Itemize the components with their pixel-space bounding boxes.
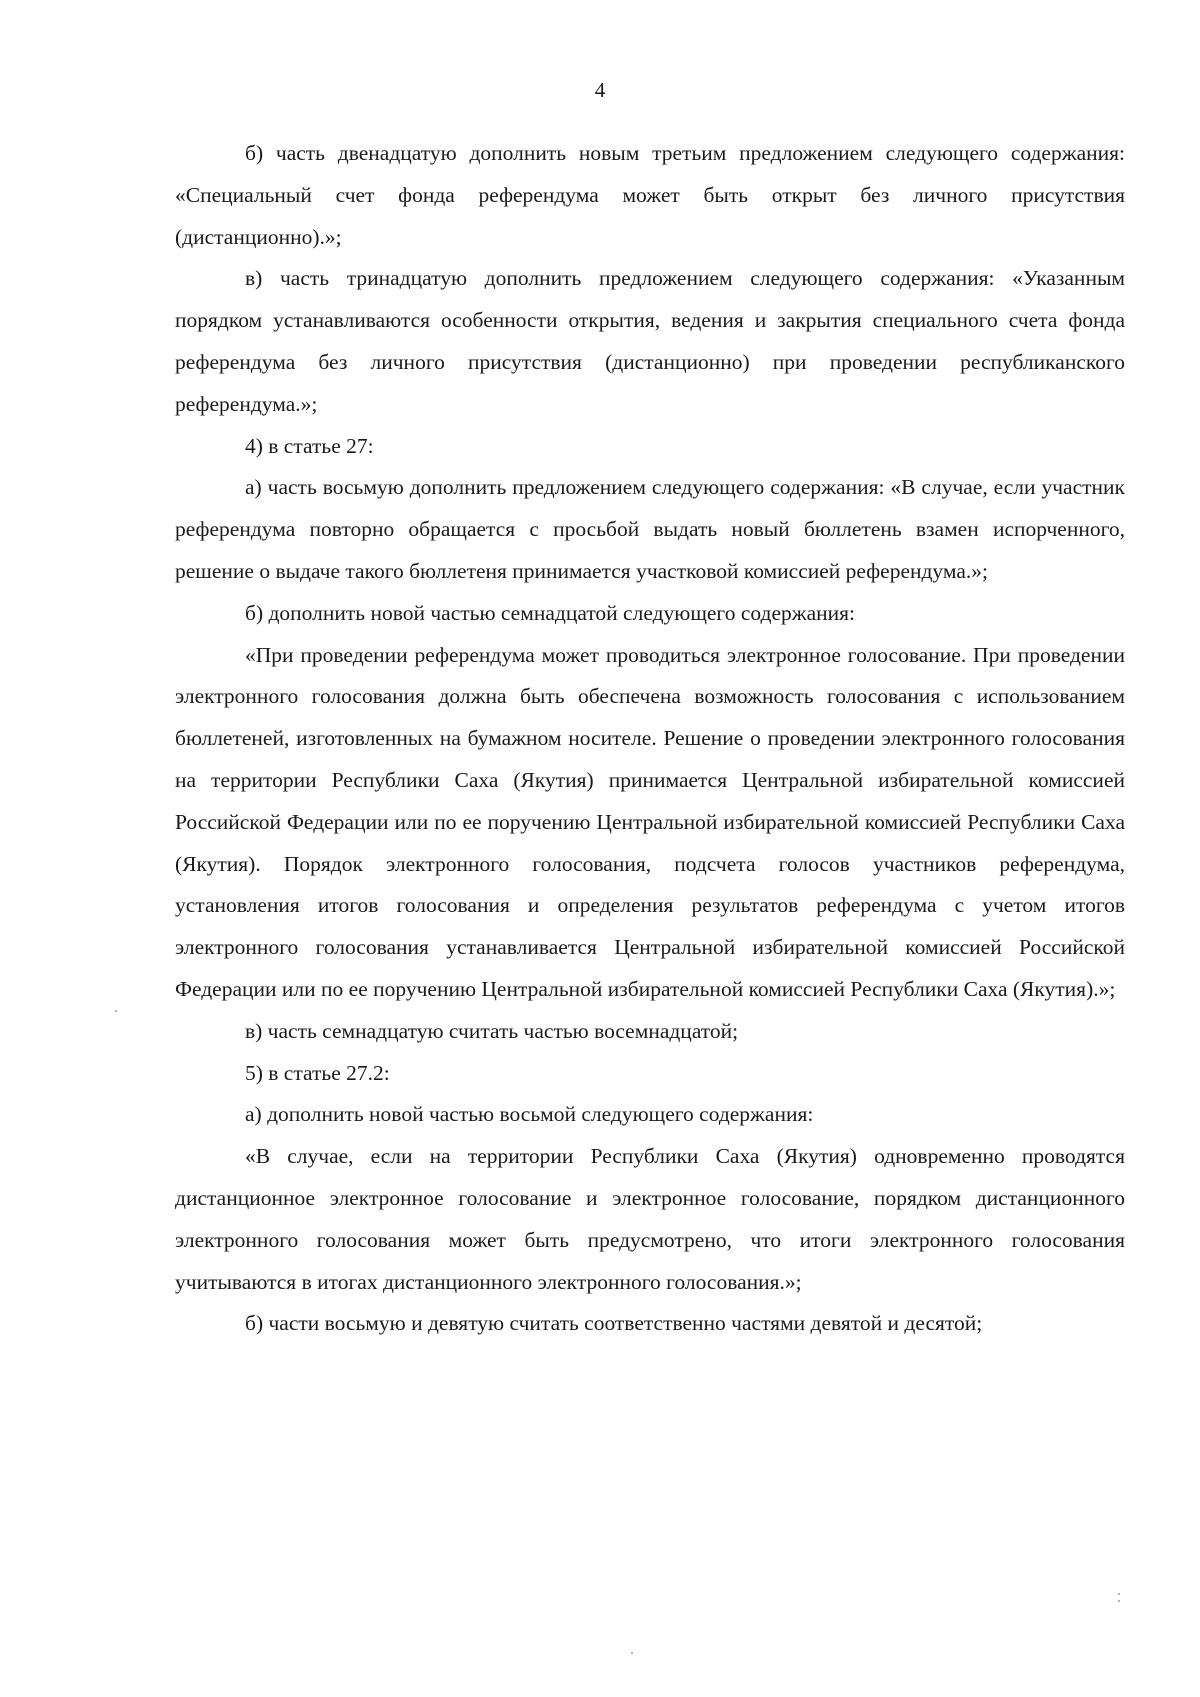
- paragraph-5: б) дополнить новой частью семнадцатой следующего содержания:: [245, 600, 856, 625]
- paragraph-7: в) часть семнадцатую считать частью восемнадцатой;: [245, 1018, 739, 1043]
- paragraph-8: 5) в статье 27.2:: [245, 1060, 390, 1085]
- document-body: [175, 133, 1125, 1345]
- page-number: 4: [594, 78, 606, 102]
- paragraph-11: б) части восьмую и девятую считать соответственно частями девятой и десятой;: [245, 1311, 983, 1336]
- scan-speck: [631, 1652, 633, 1654]
- scan-speck: [1118, 1593, 1120, 1595]
- paragraph-6: «При проведении референдума может проводиться электронное голосование. При проведении электронного голосования должна быть обеспечена возможность голосования с использованием бюллетеней, изготовленных на бумажном носителе. Решение о проведении электронного голосования на территории Республики Саха (Якутия) принимается Центральной избирательной комиссией Российской Федерации или по ее поручению Центральной избирательной комиссией Республики Саха (Якутия). Порядок электронного голосования, подсчета голосов участников референдума, установления итогов голосования и определения результатов референдума с учетом итогов электронного голосования устанавливается Центральной избирательной комиссией Российской Федерации или по ее поручению Центральной избирательной комиссией Республики Саха (Якутия).»;: [175, 642, 1125, 1001]
- paragraph-2: в) часть тринадцатую дополнить предложением следующего содержания: «Указанным порядком устанавливаются особенности открытия, ведения и закрытия специального счета фонда референдума без личного присутствия (дистанционно) при проведении республиканского референдума.»;: [175, 266, 1125, 416]
- paragraph-4: а) часть восьмую дополнить предложением следующего содержания: «В случае, если участник референдума повторно обращается с просьбой выдать новый бюллетень взамен испорченного, решение о выдаче такого бюллетеня принимается участковой комиссией референдума.»;: [175, 475, 1125, 583]
- paragraph-10: «В случае, если на территории Республики Саха (Якутия) одновременно проводятся дистанционное электронное голосование и электронное голосование, порядком дистанционного электронного голосования может быть предусмотрено, что итоги электронного голосования учитываются в итогах дистанционного электронного голосования.»;: [175, 1144, 1125, 1294]
- paragraph-3: 4) в статье 27:: [245, 433, 374, 458]
- scan-speck: [115, 1010, 117, 1012]
- paragraph-1: б) часть двенадцатую дополнить новым третьим предложением следующего содержания: «Специальный счет фонда референдума может быть открыт без личного присутствия (дистанционно).»;: [175, 141, 1125, 249]
- scan-speck: [1118, 1600, 1120, 1602]
- paragraph-9: а) дополнить новой частью восьмой следующего содержания:: [245, 1102, 814, 1127]
